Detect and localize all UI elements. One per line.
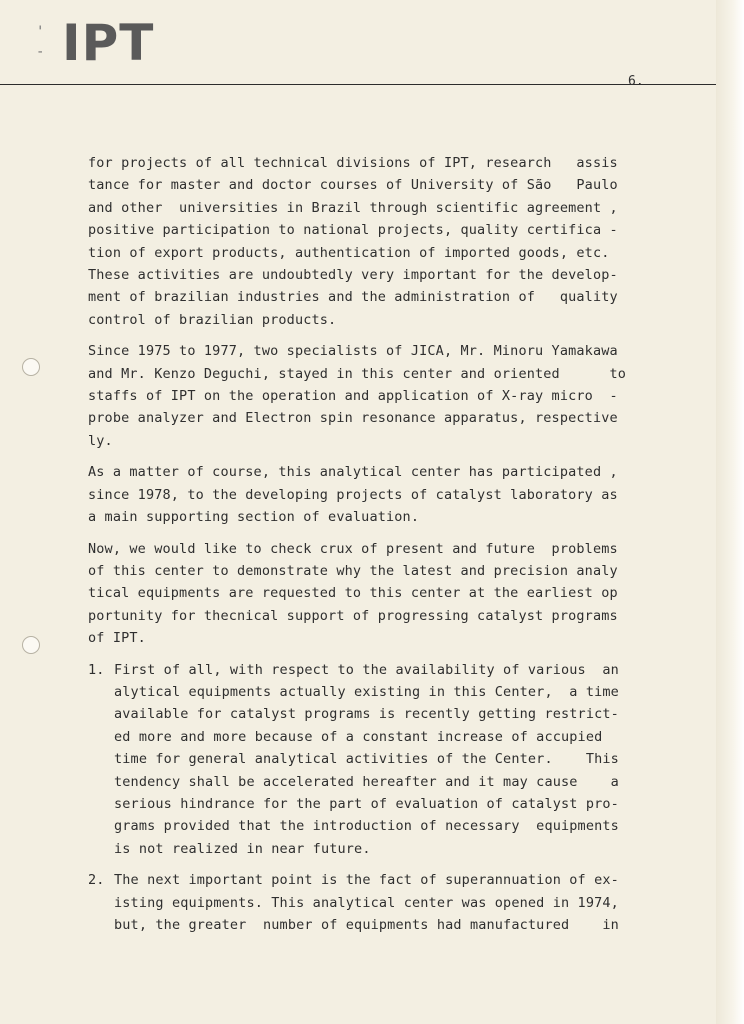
text-line: probe analyzer and Electron spin resonance apparatus, respective xyxy=(88,410,618,427)
ipt-logo: IPT xyxy=(62,14,155,72)
page-number: 6. xyxy=(628,74,644,89)
text-line: tical equipments are requested to this center at the earliest op xyxy=(88,585,618,602)
margin-mark: - xyxy=(36,44,45,60)
text-line: staffs of IPT on the operation and application of X-ray micro - xyxy=(88,388,618,405)
text-line: since 1978, to the developing projects of catalyst laboratory as xyxy=(88,486,618,503)
text-line: but, the greater number of equipments had manufactured in xyxy=(114,917,619,933)
paragraph xyxy=(88,538,656,650)
document-body xyxy=(88,152,656,945)
text-line: serious hindrance for the part of evaluation of catalyst pro- xyxy=(114,795,619,812)
text-line: and other universities in Brazil through scientific agreement , xyxy=(88,199,618,216)
page-edge xyxy=(716,0,744,1024)
text-line: positive participation to national projects, quality certifica - xyxy=(88,222,618,239)
margin-marks xyxy=(36,22,44,62)
paragraph xyxy=(88,152,656,331)
text-line: alytical equipments actually existing in this Center, a time xyxy=(114,683,619,700)
paragraph xyxy=(88,340,656,452)
text-line: tendency shall be accelerated hereafter and it may cause a xyxy=(114,773,619,790)
text-line: control of brazilian products. xyxy=(88,311,337,328)
item-number: 1. xyxy=(88,661,105,678)
paragraph xyxy=(88,461,656,528)
text-line: for projects of all technical divisions of IPT, research assis xyxy=(88,155,618,171)
punch-hole xyxy=(22,636,40,654)
text-line: of IPT. xyxy=(88,630,146,647)
text-line: The next important point is the fact of superannuation of ex- xyxy=(114,872,619,889)
text-line: tion of export products, authentication of imported goods, etc. xyxy=(88,244,610,261)
text-line: First of all, with respect to the availability of various an xyxy=(114,661,619,678)
text-line: and Mr. Kenzo Deguchi, stayed in this center and oriented to xyxy=(88,365,627,382)
margin-mark: ' xyxy=(36,24,45,40)
text-line: Now, we would like to check crux of present and future problems xyxy=(88,540,618,557)
text-line: portunity for thecnical support of progressing catalyst programs xyxy=(88,607,618,624)
text-line: tance for master and doctor courses of University of São Paulo xyxy=(88,177,618,194)
numbered-item xyxy=(88,659,656,861)
text-line: of this center to demonstrate why the latest and precision analy xyxy=(88,562,618,579)
text-line: These activities are undoubtedly very important for the develop- xyxy=(88,267,618,284)
text-line: ed more and more because of a constant increase of accupied xyxy=(114,728,603,745)
item-text xyxy=(114,659,656,861)
item-text xyxy=(114,869,656,936)
text-line: Since 1975 to 1977, two specialists of JICA, Mr. Minoru Yamakawa xyxy=(88,343,618,360)
text-line: ly. xyxy=(88,432,113,449)
text-line: ment of brazilian industries and the administration of quality xyxy=(88,289,618,306)
punch-hole xyxy=(22,358,40,376)
text-line: grams provided that the introduction of necessary equipments xyxy=(114,818,619,835)
text-line: available for catalyst programs is recently getting restrict- xyxy=(114,706,619,723)
text-line: a main supporting section of evaluation. xyxy=(88,509,420,526)
numbered-item xyxy=(88,869,656,936)
text-line: is not realized in near future. xyxy=(114,840,371,857)
header-rule xyxy=(0,84,716,85)
text-line: isting equipments. This analytical center was opened in 1974, xyxy=(114,894,619,911)
text-line: time for general analytical activities of the Center. This xyxy=(114,751,619,768)
text-line: As a matter of course, this analytical center has participated , xyxy=(88,464,618,481)
item-number: 2. xyxy=(88,872,105,889)
